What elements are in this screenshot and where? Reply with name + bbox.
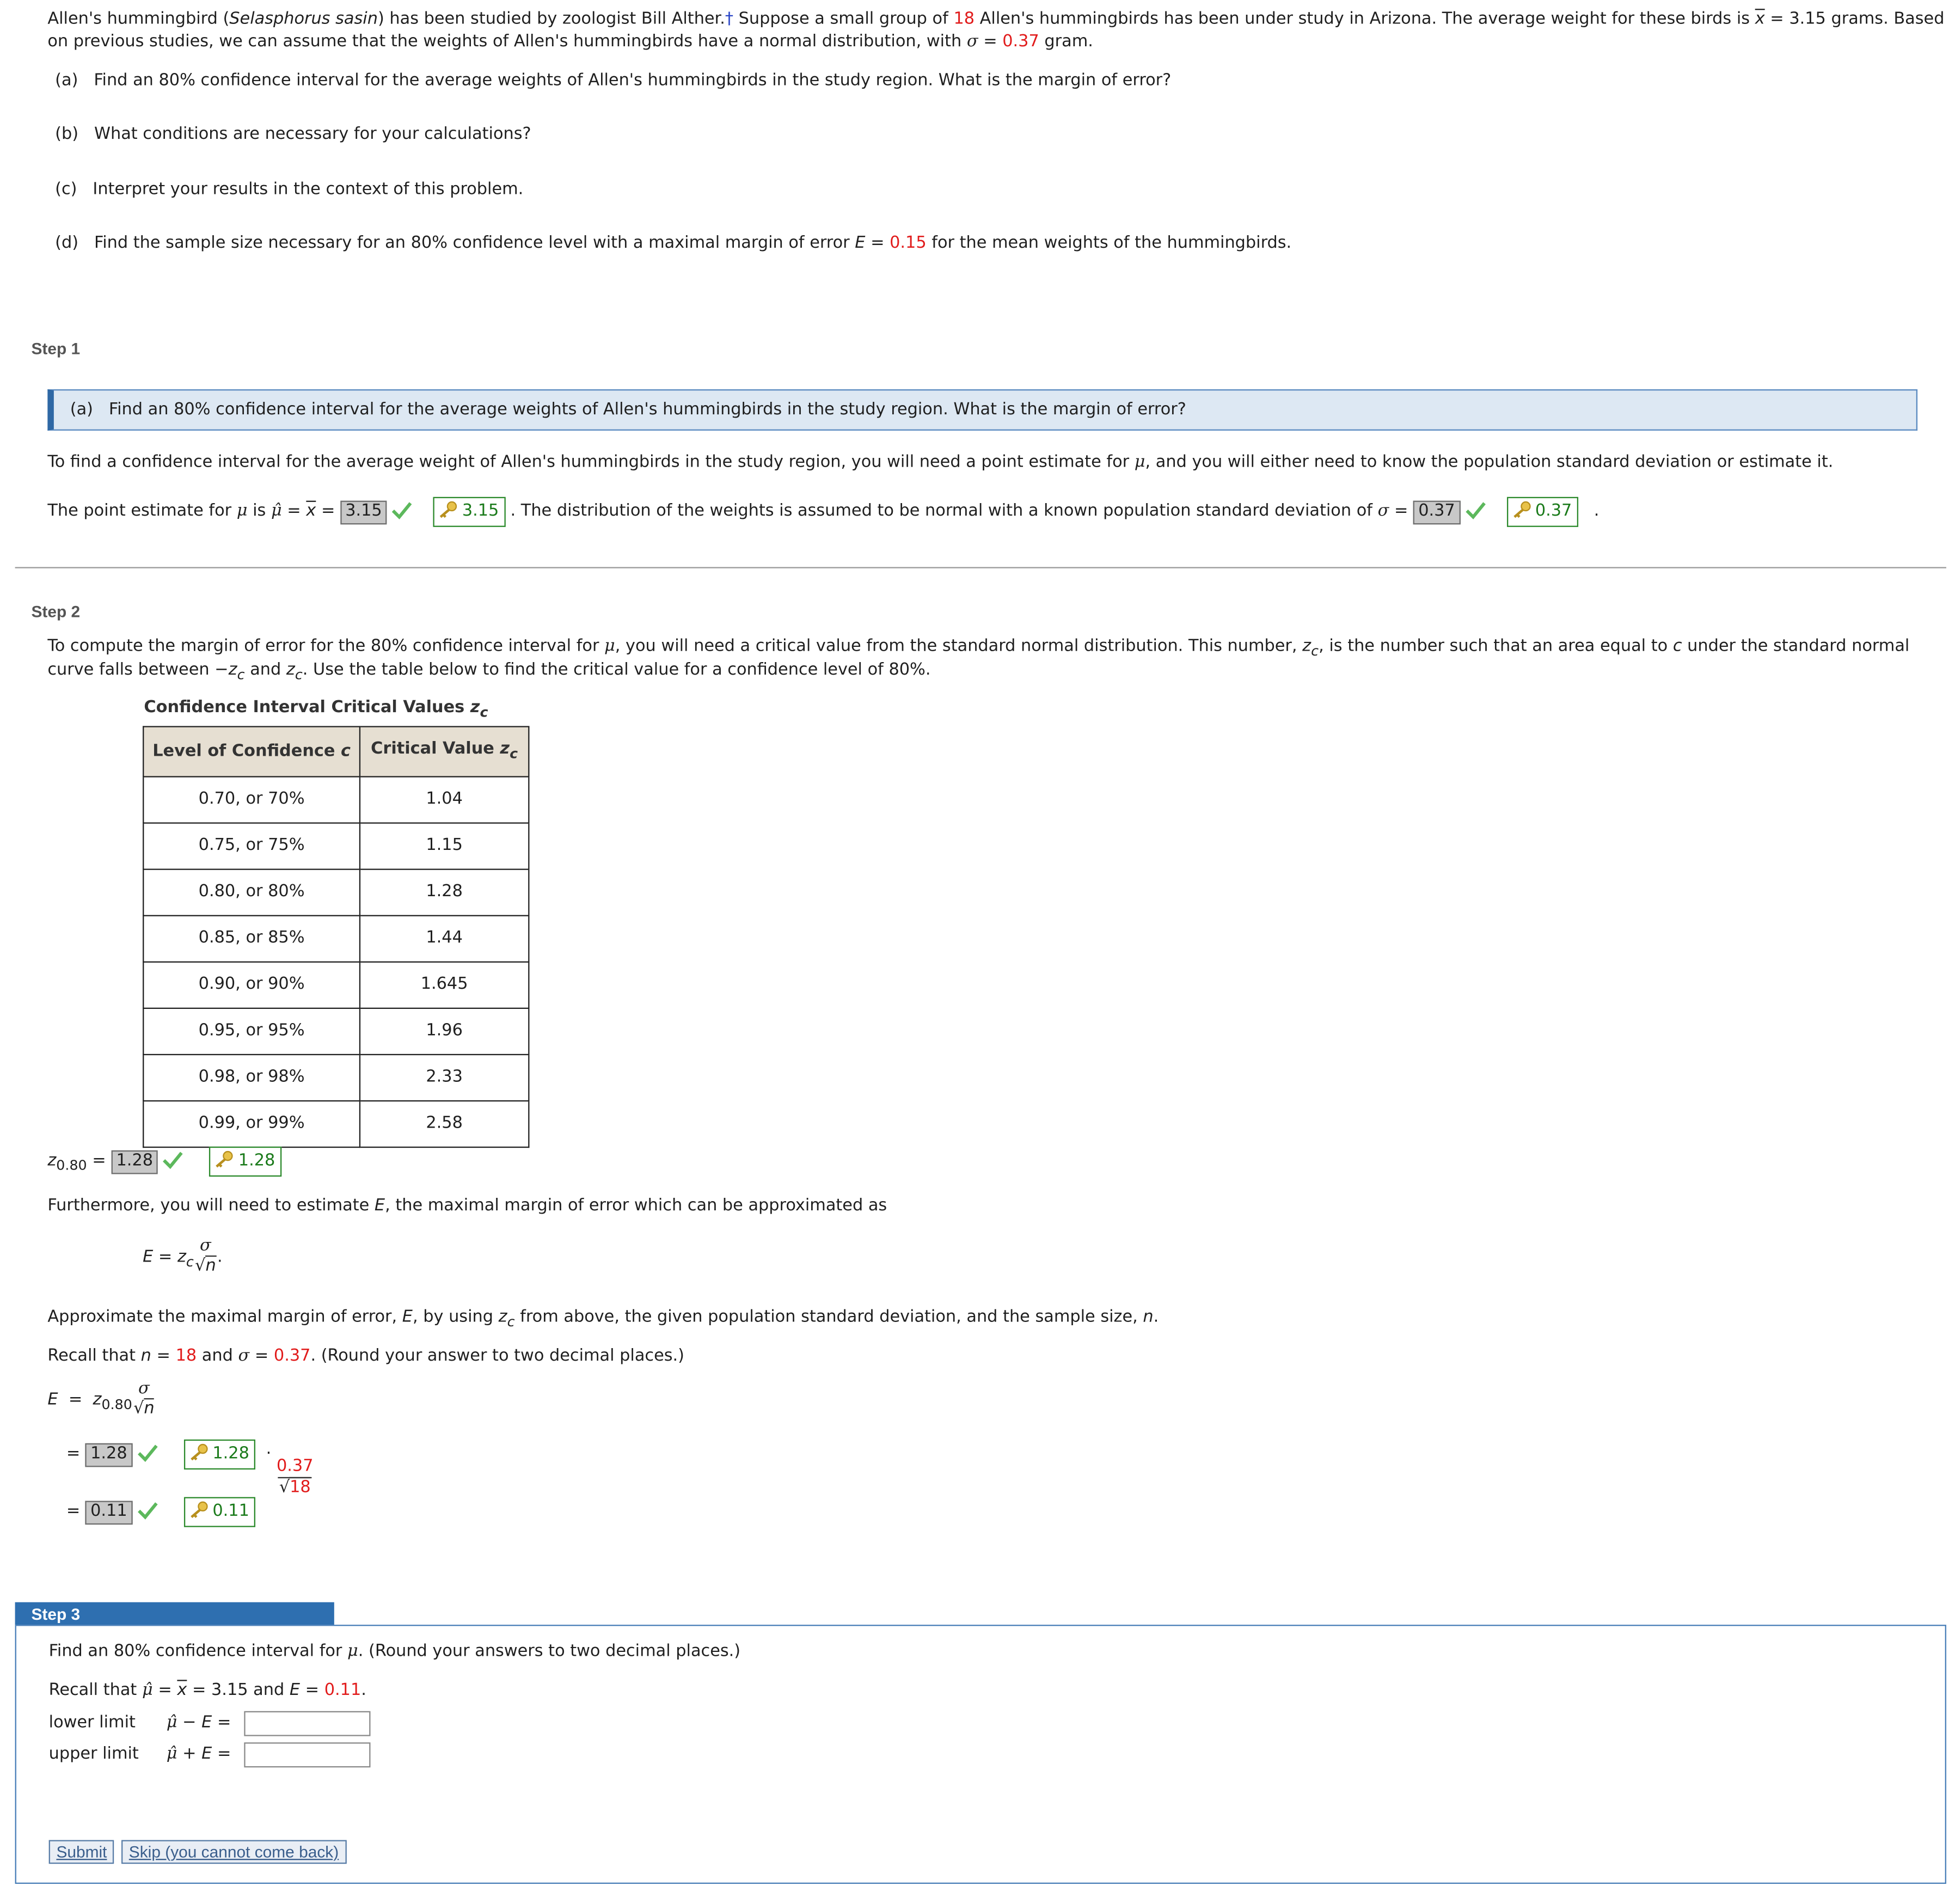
check-icon	[393, 502, 413, 519]
margin-key[interactable]: 0.11	[183, 1497, 255, 1527]
table-row	[143, 1055, 529, 1101]
level-cell: 0.80, or 80%	[143, 870, 360, 916]
table-row	[143, 962, 529, 1008]
step3-recall: Recall that μ̂ = $\overline{x} = 3.15$ and E = 0.11.	[48, 1681, 366, 1700]
value-cell: 2.58	[360, 1101, 529, 1147]
level-cell: 0.70, or 70%	[143, 777, 360, 823]
z-answer: 1.28	[111, 1150, 158, 1174]
value-cell: 2.33	[360, 1055, 529, 1101]
footnote-link[interactable]: †	[725, 10, 734, 29]
level-cell: 0.90, or 90%	[143, 962, 360, 1008]
table-row	[143, 916, 529, 962]
step3-header: Step 3	[15, 1602, 334, 1625]
table-row	[143, 870, 529, 916]
critical-values-table	[143, 726, 529, 1148]
point-estimate-key[interactable]: 3.15	[433, 497, 505, 527]
sd-key[interactable]: 0.37	[1506, 497, 1578, 527]
sd-answer: 0.37	[1413, 501, 1460, 525]
level-cell: 0.99, or 99%	[143, 1101, 360, 1147]
z-critical-row: $z_{0.80} = 1.28$ 1.28	[47, 1147, 281, 1178]
key-icon	[438, 501, 458, 518]
calc-z-key[interactable]: 1.28	[183, 1440, 255, 1470]
step1-question-box	[47, 389, 1917, 431]
recall-text: Recall that n = 18 and σ = 0.37. (Round your answer to two decimal places.)	[47, 1346, 685, 1366]
key-icon	[215, 1150, 235, 1168]
problem-line-2: on previous studies, we can assume that the weights of Allen's hummingbirds have a normal distribution, with σ = 0.37 gram.	[47, 32, 1093, 52]
check-icon	[163, 1152, 183, 1169]
check-icon	[1466, 502, 1486, 519]
calc-formula: $E = z_{0.80}$ σ √n	[47, 1379, 155, 1418]
table-row	[143, 1101, 529, 1147]
point-estimate-row: The point estimate for μ is μ̂ = $\overline{x} = 3.15$ 3.15 . The distribution of the weights is assumed to be normal with a known population standard deviation of σ = 0.37 0.37 .	[47, 497, 1599, 527]
table-row	[143, 1008, 529, 1055]
part-c: (c) Interpret your results in the context of this problem.	[55, 180, 524, 199]
point-estimate-answer: 3.15	[340, 501, 387, 525]
table-title: Confidence Interval Critical Values $z_c$	[144, 698, 488, 721]
step1-question: (a) Find an 80% confidence interval for the average weights of Allen's hummingbirds in the study region. What is the margin of error?	[70, 400, 1186, 420]
divider	[15, 567, 1946, 568]
calc-z-answer: 1.28	[85, 1443, 132, 1467]
margin-answer: 0.11	[85, 1501, 132, 1525]
calc-row-2: = 0.11 0.11	[66, 1497, 256, 1527]
value-cell: 1.44	[360, 916, 529, 962]
part-b: (b) What conditions are necessary for your calculations?	[55, 125, 531, 144]
table-row	[143, 823, 529, 870]
step1-paragraph: To find a confidence interval for the average weight of Allen's hummingbirds in the study region, you will need a point estimate for μ, and you will either need to know the population standard deviation or estimate it.	[47, 453, 1834, 472]
table-row	[143, 777, 529, 823]
value-cell: 1.15	[360, 823, 529, 870]
level-cell: 0.85, or 85%	[143, 916, 360, 962]
key-icon	[189, 1443, 209, 1461]
check-icon	[137, 1502, 157, 1520]
furthermore-text: Furthermore, you will need to estimate E, the maximal margin of error which can be approximated as	[47, 1196, 887, 1216]
level-cell: 0.75, or 75%	[143, 823, 360, 870]
step2-label: Step 2	[31, 602, 81, 621]
column-header-critical-value: Critical Value $z_c$	[360, 727, 529, 777]
key-icon	[1511, 501, 1531, 518]
upper-limit-expr: μ̂ + E =	[166, 1744, 231, 1764]
upper-limit-label: upper limit	[48, 1744, 139, 1764]
step2-paragraph-line-1: To compute the margin of error for the 80% confidence interval for μ, you will need a critical value from the standard normal distribution. This number, $z_c$, is the number such that an area equal to c under the standard normal	[47, 637, 1910, 659]
lower-limit-expr: μ̂ − E =	[166, 1713, 231, 1732]
step3-instruction: Find an 80% confidence interval for μ. (Round your answers to two decimal places.)	[48, 1642, 741, 1661]
lower-limit-input[interactable]	[244, 1711, 370, 1736]
submit-button[interactable]: Submit	[49, 1840, 115, 1864]
level-cell: 0.95, or 95%	[143, 1008, 360, 1055]
problem-line-1: Allen's hummingbird (Selasphorus sasin) has been studied by zoologist Bill Alther.† Suppose a small group of 18 Allen's hummingbirds has been under study in Arizona. The average weight for these birds is $\overline{x} = 3.15$ grams. Based	[47, 10, 1945, 29]
value-cell: 1.96	[360, 1008, 529, 1055]
skip-button[interactable]: Skip (you cannot come back)	[121, 1840, 346, 1864]
margin-formula: $E = z_c$ σ √n .	[143, 1236, 223, 1276]
z-key[interactable]: 1.28	[210, 1147, 281, 1177]
approx-text: Approximate the maximal margin of error, E, by using $z_c$ from above, the given population standard deviation, and the sample size, n.	[47, 1308, 1159, 1331]
calc-row-1: = 1.28 1.28 · $\frac{0.37}{√18}$	[66, 1440, 314, 1498]
key-icon	[189, 1501, 209, 1519]
part-d: (d) Find the sample size necessary for an 80% confidence level with a maximal margin of error E = 0.15 for the mean weights of the hummingbirds.	[55, 234, 1292, 253]
level-cell: 0.98, or 98%	[143, 1055, 360, 1101]
step1-label: Step 1	[31, 339, 81, 358]
part-a: (a) Find an 80% confidence interval for the average weights of Allen's hummingbirds in the study region. What is the margin of error?	[55, 71, 1172, 90]
column-header-level: Level of Confidence c	[143, 727, 360, 777]
lower-limit-label: lower limit	[48, 1713, 136, 1732]
upper-limit-input[interactable]	[244, 1742, 370, 1767]
value-cell: 1.28	[360, 870, 529, 916]
step2-paragraph-line-2: curve falls between $-z_c$ and $z_c$. Use the table below to find the critical value for a confidence level of 80%.	[47, 660, 931, 683]
check-icon	[137, 1444, 157, 1462]
value-cell: 1.645	[360, 962, 529, 1008]
value-cell: 1.04	[360, 777, 529, 823]
